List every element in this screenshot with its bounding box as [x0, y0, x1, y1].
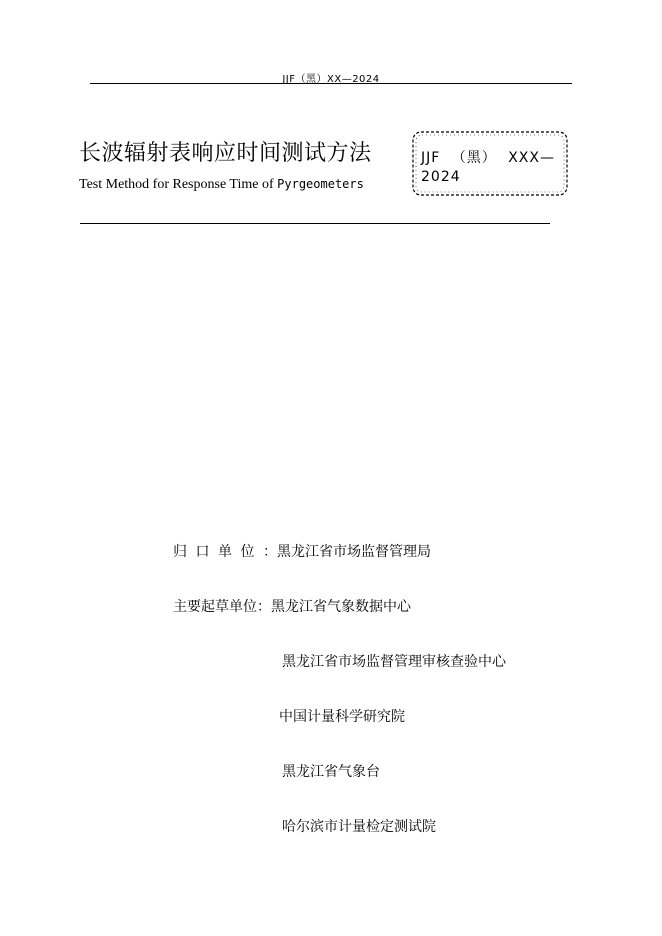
drafting-unit-row	[173, 596, 411, 616]
title-english	[79, 176, 364, 193]
stamp-text: JJF （黑） XXX—2024	[421, 150, 555, 185]
header-code: JJF（黑）XX—2024	[282, 74, 380, 85]
responsible-unit-value: 黑龙江省市场监督管理局	[277, 544, 431, 560]
drafting-unit-item: 黑龙江省气象台	[282, 764, 380, 780]
title-chinese: 长波辐射表响应时间测试方法	[79, 141, 372, 166]
drafting-unit-label: 主要起草单位：	[173, 599, 271, 615]
responsible-unit-row	[173, 541, 431, 561]
drafting-unit-item: 中国计量科学研究院	[279, 709, 405, 725]
drafting-unit-item: 黑龙江省市场监督管理审核查验中心	[282, 654, 506, 670]
title-divider	[80, 223, 550, 224]
responsible-unit-label: 归口单位	[173, 544, 263, 560]
code-stamp-box	[411, 130, 569, 197]
title-english-term: Pyrgeometers	[277, 177, 364, 191]
drafting-unit-item: 哈尔滨市计量检定测试院	[282, 819, 436, 835]
header-rule	[90, 83, 572, 84]
responsible-unit-colon: ：	[263, 544, 277, 560]
drafting-unit-item: 黑龙江省气象数据中心	[271, 599, 411, 615]
title-english-text: Test Method for Response Time of	[79, 177, 278, 192]
